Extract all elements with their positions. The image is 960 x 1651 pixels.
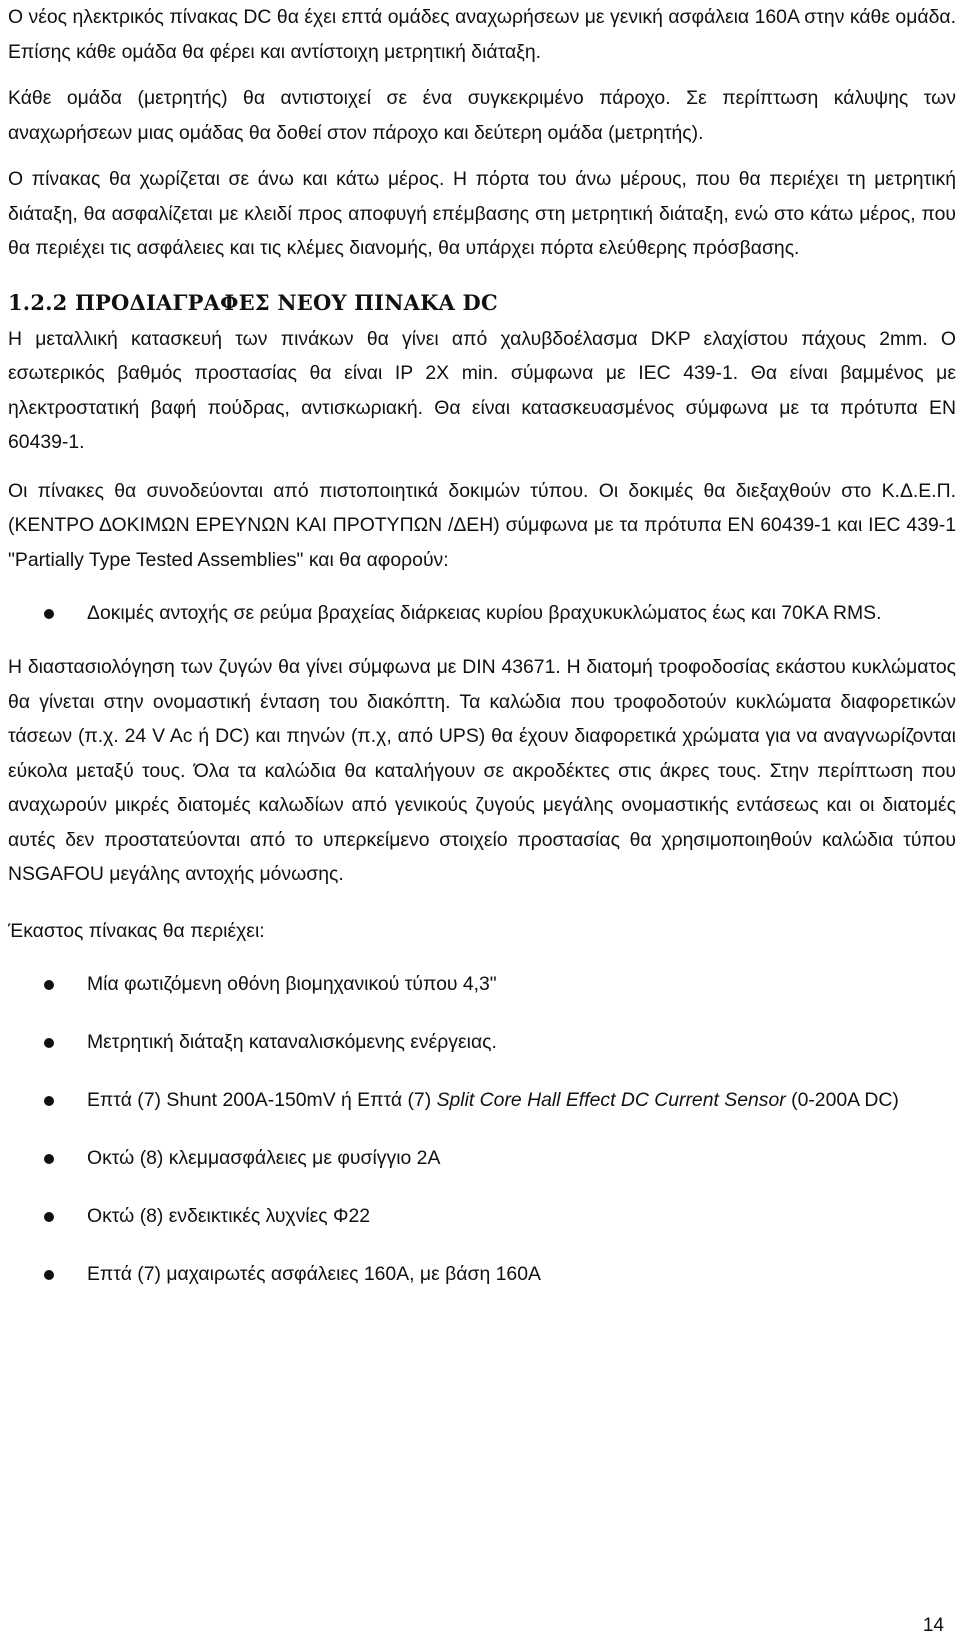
list-item-text: Επτά (7) μαχαιρωτές ασφάλειες 160Α, με βάση 160Α bbox=[87, 1263, 541, 1285]
list-item bbox=[8, 1078, 956, 1123]
bullet-icon bbox=[44, 1212, 54, 1222]
tests-list bbox=[8, 591, 956, 636]
list-item bbox=[8, 1136, 956, 1181]
paragraph-meter-provider: Κάθε ομάδα (μετρητής) θα αντιστοιχεί σε ένα συγκεκριμένο πάροχο. Σε περίπτωση κάλυψης των αναχωρήσεων μιας ομάδας θα δοθεί στον πάροχο και δεύτερη ομάδα (μετρητής). bbox=[8, 87, 956, 144]
list-item-text: Οκτώ (8) κλεμμασφάλειες με φυσίγγιο 2Α bbox=[87, 1147, 441, 1169]
list-item-text-prefix: Επτά (7) Shunt 200A-150mV ή Επτά (7) bbox=[87, 1089, 437, 1111]
list-item bbox=[8, 591, 956, 636]
list-item-text: Μετρητική διάταξη καταναλισκόμενης ενέργειας. bbox=[87, 1031, 497, 1053]
list-item-text-suffix: (0-200A DC) bbox=[785, 1089, 899, 1111]
bullet-icon bbox=[44, 1038, 54, 1048]
bullet-icon bbox=[44, 609, 54, 619]
list-item-text: Οκτώ (8) ενδεικτικές λυχνίες Φ22 bbox=[87, 1205, 371, 1227]
section-heading: 1.2.2 ΠΡΟΔΙΑΓΡΑΦΕΣ ΝΕΟΥ ΠΙΝΑΚΑ DC bbox=[8, 289, 498, 315]
list-item bbox=[8, 1252, 956, 1297]
paragraph-busbars-cables: Η διαστασιολόγηση των ζυγών θα γίνει σύμφωνα με DIN 43671. Η διατομή τροφοδοσίας εκάστου κυκλώματος θα γίνεται στην ονομαστική ένταση του διακόπτη. Τα καλώδια που τροφοδοτούν κυκλώματα διαφορετικών τάσεων (π.χ. 24 V Ac ή DC) και πηνών (π.χ, από UPS) θα έχουν διαφορετικά χρώματα για να αναγνωρίζονται εύκολα μεταξύ τους. Όλα τα καλώδια θα καταλήγουν σε ακροδέκτες στις άκρες τους. Στην περίπτωση που αναχωρούν μικρές διατομές καλωδίων από γενικούς ζυγούς μεγάλης ονομαστικής εντάσεως και οι διατομές αυτές δεν προστατεύονται από το υπερκείμενο στοιχείο προστασίας θα χρησιμοποιηθούν καλώδια τύπου NSGAFOU μεγάλης αντοχής μόνωσης. bbox=[8, 656, 956, 885]
paragraph-panel-contents-intro: Έκαστος πίνακας θα περιέχει: bbox=[8, 919, 265, 942]
list-item bbox=[8, 962, 956, 1007]
list-item-text-italic: Split Core Hall Effect DC Current Sensor bbox=[436, 1089, 786, 1111]
list-item-text: Δοκιμές αντοχής σε ρεύμα βραχείας διάρκειας κυρίου βραχυκυκλώματος έως και 70ΚΑ RMS. bbox=[87, 602, 882, 624]
paragraph-type-tests: Οι πίνακες θα συνοδεύονται από πιστοποιητικά δοκιμών τύπου. Οι δοκιμές θα διεξαχθούν στο Κ.Δ.Ε.Π. (ΚΕΝΤΡΟ ΔΟΚΙΜΩΝ ΕΡΕΥΝΩΝ ΚΑΙ ΠΡΟΤΥΠΩΝ /ΔΕΗ) σύμφωνα με τα πρότυπα EN 60439-1 και IEC 439-1 "Partially Type Tested Assemblies" και θα αφορούν: bbox=[8, 479, 956, 571]
panel-contents-list bbox=[8, 962, 956, 1297]
bullet-icon bbox=[44, 980, 54, 990]
bullet-icon bbox=[44, 1270, 54, 1280]
list-item-text: Μία φωτιζόμενη οθόνη βιομηχανικού τύπου 4,3" bbox=[87, 973, 497, 995]
paragraph-metal-construction: Η μεταλλική κατασκευή των πινάκων θα γίνει από χαλυβδοέλασμα DKP ελαχίστου πάχους 2mm. Ο εσωτερικός βαθμός προστασίας θα είναι IP 2X min. σύμφωνα με IEC 439-1. Θα είναι βαμμένος με ηλεκτροστατική βαφή πούδρας, αντισκωριακή. Θα είναι κατασκευασμένος σύμφωνα με τα πρότυπα EN 60439-1. bbox=[8, 327, 956, 453]
list-item bbox=[8, 1194, 956, 1239]
document-page bbox=[8, 0, 956, 1651]
paragraph-panel-doors: Ο πίνακας θα χωρίζεται σε άνω και κάτω μέρος. Η πόρτα του άνω μέρους, που θα περιέχει τη μετρητική διάταξη, θα ασφαλίζεται με κλειδί προς αποφυγή επέμβασης στη μετρητική διάταξη, ενώ στο κάτω μέρος, που θα περιέχει τις ασφάλειες και τις κλέμες διανομής, θα υπάρχει πόρτα ελεύθερης πρόσβασης. bbox=[8, 168, 956, 259]
bullet-icon bbox=[44, 1096, 54, 1106]
list-item bbox=[8, 1020, 956, 1065]
paragraph-dc-panel-groups: Ο νέος ηλεκτρικός πίνακας DC θα έχει επτά ομάδες αναχωρήσεων με γενική ασφάλεια 160Α στην κάθε ομάδα. Επίσης κάθε ομάδα θα φέρει και αντίστοιχη μετρητική διάταξη. bbox=[8, 6, 956, 63]
page-number: 14 bbox=[922, 1615, 944, 1636]
bullet-icon bbox=[44, 1154, 54, 1164]
